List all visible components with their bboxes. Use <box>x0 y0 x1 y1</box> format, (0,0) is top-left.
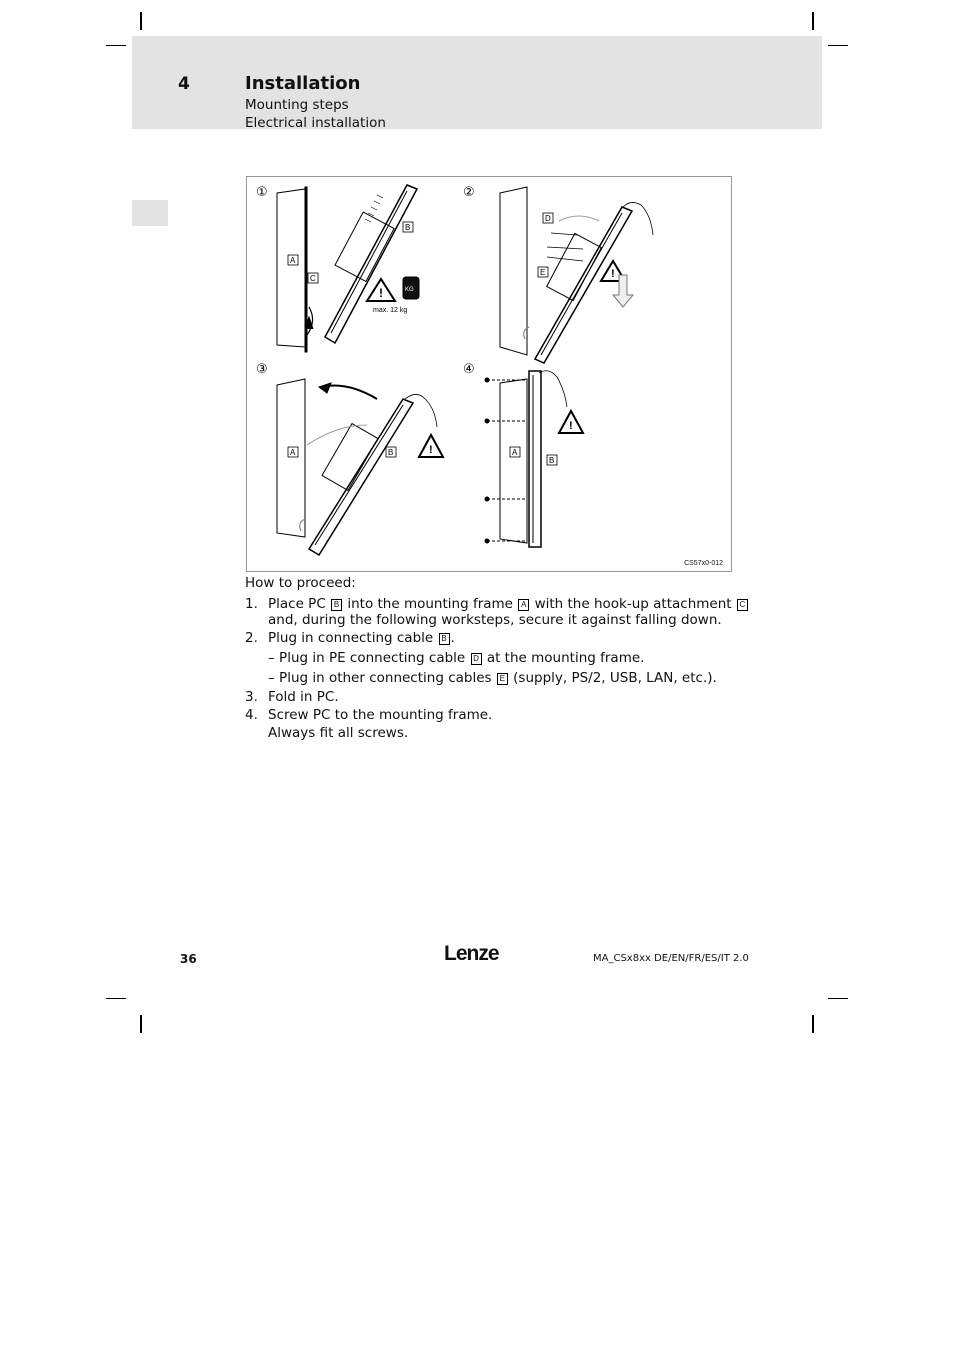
step-4-text-cont: Always fit all screws. <box>268 725 409 741</box>
intro-text: How to proceed: <box>245 575 356 591</box>
step-1-text: Place PC B into the mounting frame A with the hook-up attachment C <box>268 596 749 612</box>
mounting-illustration <box>247 177 733 573</box>
step-3-text: Fold in PC. <box>268 689 339 705</box>
step-marker: ② <box>463 185 475 200</box>
crop-mark <box>140 1015 142 1033</box>
figure-code: CS57x0-012 <box>684 560 723 567</box>
document-reference: MA_CSx8xx DE/EN/FR/ES/IT 2.0 <box>593 953 749 964</box>
chapter-tab <box>132 200 168 226</box>
step-marker: ① <box>256 185 268 200</box>
crop-mark <box>812 1015 814 1033</box>
svg-text:!: ! <box>379 286 383 300</box>
crop-mark <box>828 45 848 46</box>
label-b: B <box>405 223 411 232</box>
weight-label: max. 12 kg <box>373 307 408 314</box>
step-number: 3. <box>245 689 258 705</box>
label-b: B <box>388 448 394 457</box>
lenze-logo: Lenze <box>444 942 499 965</box>
crop-mark <box>106 998 126 999</box>
label-a: A <box>290 448 296 457</box>
label-c: C <box>310 274 316 283</box>
step-marker: ④ <box>463 362 475 377</box>
crop-mark <box>106 45 126 46</box>
step-2-text: Plug in connecting cable B . <box>268 630 455 646</box>
panel-step-2 <box>500 187 653 363</box>
svg-text:!: ! <box>429 444 433 456</box>
step-4-text: Screw PC to the mounting frame. <box>268 707 493 723</box>
panel-step-3 <box>277 379 443 555</box>
label-a: A <box>512 448 518 457</box>
label-d: D <box>545 214 551 223</box>
chapter-number: 4 <box>178 74 190 94</box>
mounting-figure <box>246 176 732 572</box>
chapter-title: Installation <box>245 73 361 94</box>
label-b: B <box>549 456 555 465</box>
panel-step-4 <box>485 371 583 547</box>
section-subtitle: Electrical installation <box>245 115 386 131</box>
panel-step-1 <box>277 185 419 352</box>
crop-mark <box>828 998 848 999</box>
crop-mark <box>812 12 814 30</box>
section-subtitle: Mounting steps <box>245 97 349 113</box>
step-marker: ③ <box>256 362 268 377</box>
svg-text:!: ! <box>569 420 573 432</box>
step-number: 2. <box>245 630 258 646</box>
crop-mark <box>140 12 142 30</box>
label-a: A <box>290 256 296 265</box>
weight-icon-label: KG <box>405 287 414 293</box>
page-number: 36 <box>180 952 197 966</box>
svg-text:!: ! <box>611 268 615 280</box>
chapter-header <box>132 36 822 129</box>
step-number: 4. <box>245 707 258 723</box>
substep-other-cables: – Plug in other connecting cables E (supply, PS/2, USB, LAN, etc.). <box>268 670 717 686</box>
label-e: E <box>540 268 546 277</box>
step-1-text-cont: and, during the following worksteps, secure it against falling down. <box>268 612 722 628</box>
substep-pe-cable: – Plug in PE connecting cable D at the mounting frame. <box>268 650 645 666</box>
step-number: 1. <box>245 596 258 612</box>
